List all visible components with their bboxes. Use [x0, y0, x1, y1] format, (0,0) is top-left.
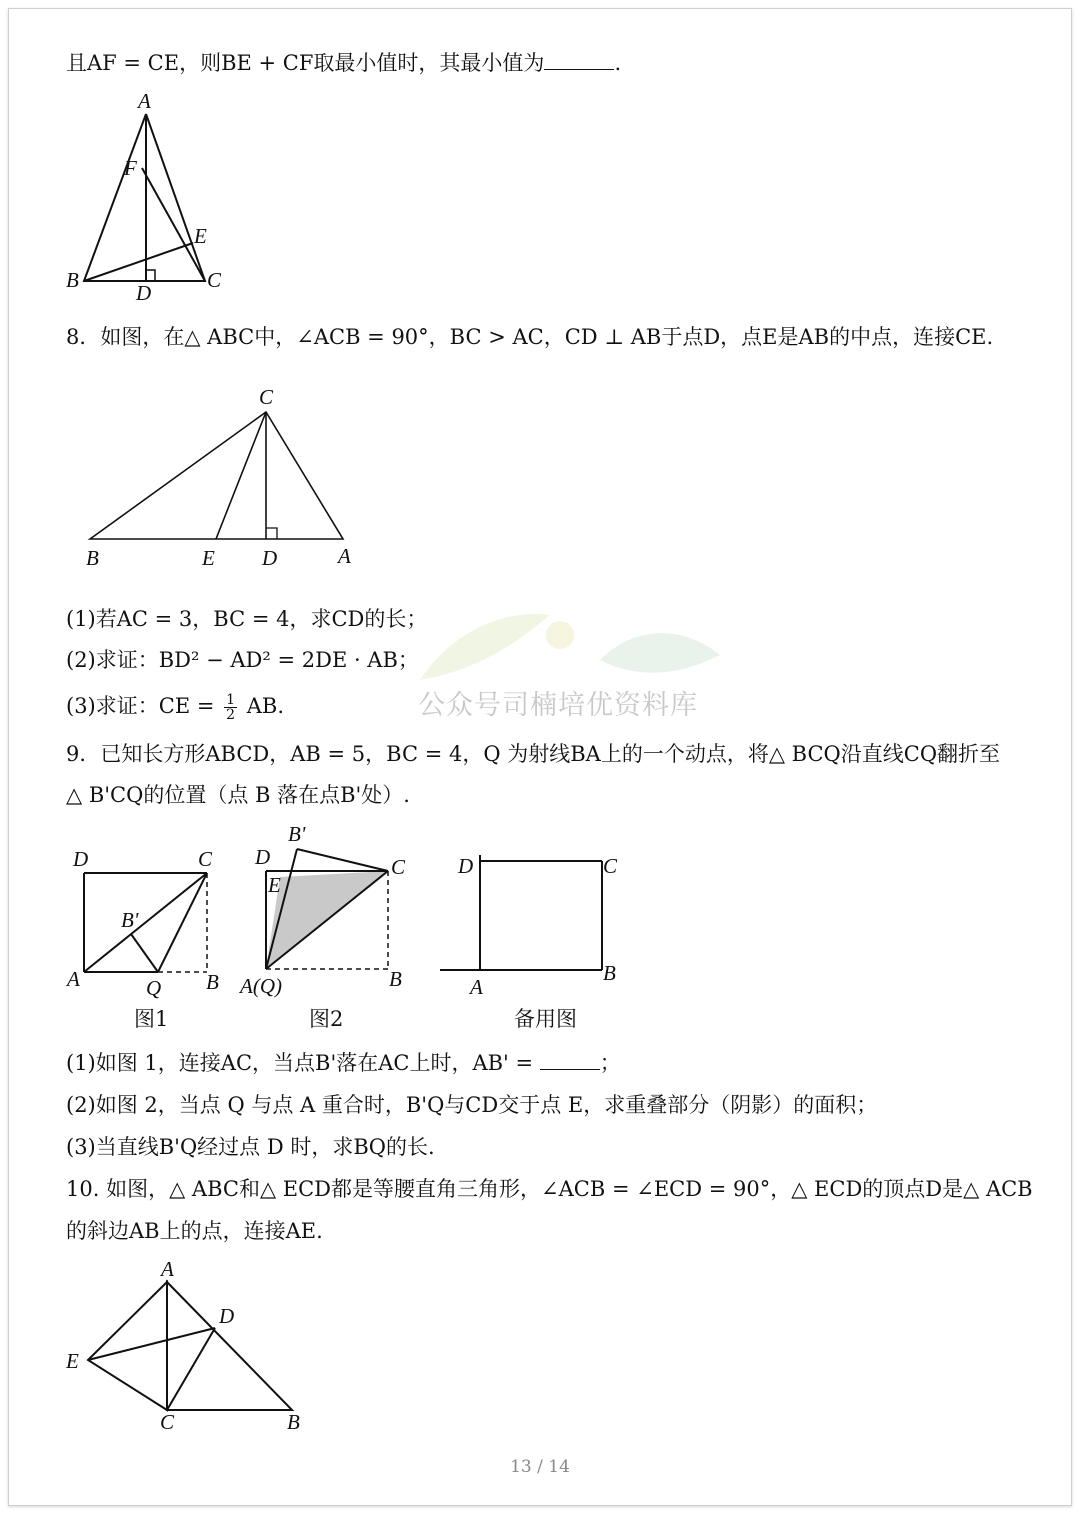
q7-text: 且AF = CE，则BE + CF取最小值时，其最小值为 [66, 51, 545, 75]
q8-part2: (2)求证：BD² − AD² = 2DE · AB； [66, 648, 419, 672]
fig2-label-AQ: A(Q) [240, 974, 282, 998]
q7-label-E: E [194, 224, 207, 248]
q9-part3: (3)当直线B'Q经过点 D 时，求BQ的长. [66, 1135, 435, 1159]
q8-part3-suffix: AB. [246, 694, 284, 718]
q7-label-B: B [66, 268, 79, 292]
q9-part1-end: ； [599, 1051, 621, 1075]
q10-stem-line2: 的斜边AB上的点，连接AE. [66, 1219, 323, 1243]
fig1-label-B-prime: B' [121, 908, 139, 932]
fig1-label-D: D [73, 847, 89, 871]
q9-part2: (2)如图 2，当点 Q 与点 A 重合时，B'Q与CD交于点 E，求重叠部分（阴影）的面积； [66, 1093, 878, 1117]
q7-line: 且AF = CE，则BE + CF取最小值时，其最小值为 . [66, 51, 622, 75]
fig2-label-B: B [389, 967, 402, 991]
q9-stem-line1: 9．已知长方形ABCD，AB = 5，BC = 4，Q 为射线BA上的一个动点，将△ BCQ沿直线CQ翻折至 [66, 742, 1001, 766]
page-number: 13 / 14 [510, 1457, 570, 1477]
fig1-caption: 图1 [134, 1007, 169, 1031]
q7-label-C: C [207, 268, 222, 292]
q8-label-B: B [86, 546, 99, 570]
fig1-label-B: B [206, 970, 219, 994]
fig2-label-D: D [255, 845, 271, 869]
q7-label-D: D [136, 281, 152, 305]
q10-label-A: A [161, 1257, 174, 1281]
q8-stem: 8．如图，在△ ABC中，∠ACB = 90°，BC > AC，CD ⊥ AB于点D，点E是AB的中点，连接CE. [66, 325, 994, 349]
q8-part3-prefix: (3)求证：CE = [66, 694, 215, 718]
q10-label-B: B [287, 1410, 300, 1434]
fraction-denominator: 2 [226, 707, 236, 723]
fig2-label-B-prime: B' [288, 822, 306, 846]
q9-part1-text: (1)如图 1，连接AC，当点B'落在AC上时，AB' = [66, 1051, 534, 1075]
fig1-label-Q: Q [146, 976, 162, 1000]
q8-label-D: D [262, 546, 278, 570]
q8-label-A: A [338, 544, 351, 568]
q7-label-A: A [138, 89, 151, 113]
fig1-label-A: A [67, 967, 80, 991]
backup-caption: 备用图 [514, 1007, 577, 1031]
q8-label-E: E [202, 546, 215, 570]
q10-label-C: C [160, 1410, 175, 1434]
q7-label-F: F [124, 156, 137, 180]
watermark-text: 公众号司楠培优资料库 [418, 690, 698, 721]
q10-label-E: E [66, 1349, 79, 1373]
q8-part1: (1)若AC = 3，BC = 4，求CD的长； [66, 607, 428, 631]
backup-label-B: B [603, 961, 616, 985]
q10-stem-line1: 10. 如图，△ ABC和△ ECD都是等腰直角三角形，∠ACB = ∠ECD = 90°，△ ECD的顶点D是△ ACB [66, 1177, 1033, 1201]
backup-label-A: A [470, 975, 483, 999]
fig2-caption: 图2 [309, 1007, 344, 1031]
backup-label-D: D [458, 854, 474, 878]
fraction-numerator: 1 [226, 692, 236, 708]
fig2-label-E: E [268, 873, 281, 897]
q10-label-D: D [219, 1304, 235, 1328]
backup-label-C: C [603, 854, 618, 878]
fig2-label-C: C [391, 855, 406, 879]
fig1-label-C: C [198, 847, 213, 871]
q8-label-C: C [259, 385, 274, 409]
q9-stem-line2: △ B'CQ的位置（点 B 落在点B'处）. [66, 783, 410, 807]
